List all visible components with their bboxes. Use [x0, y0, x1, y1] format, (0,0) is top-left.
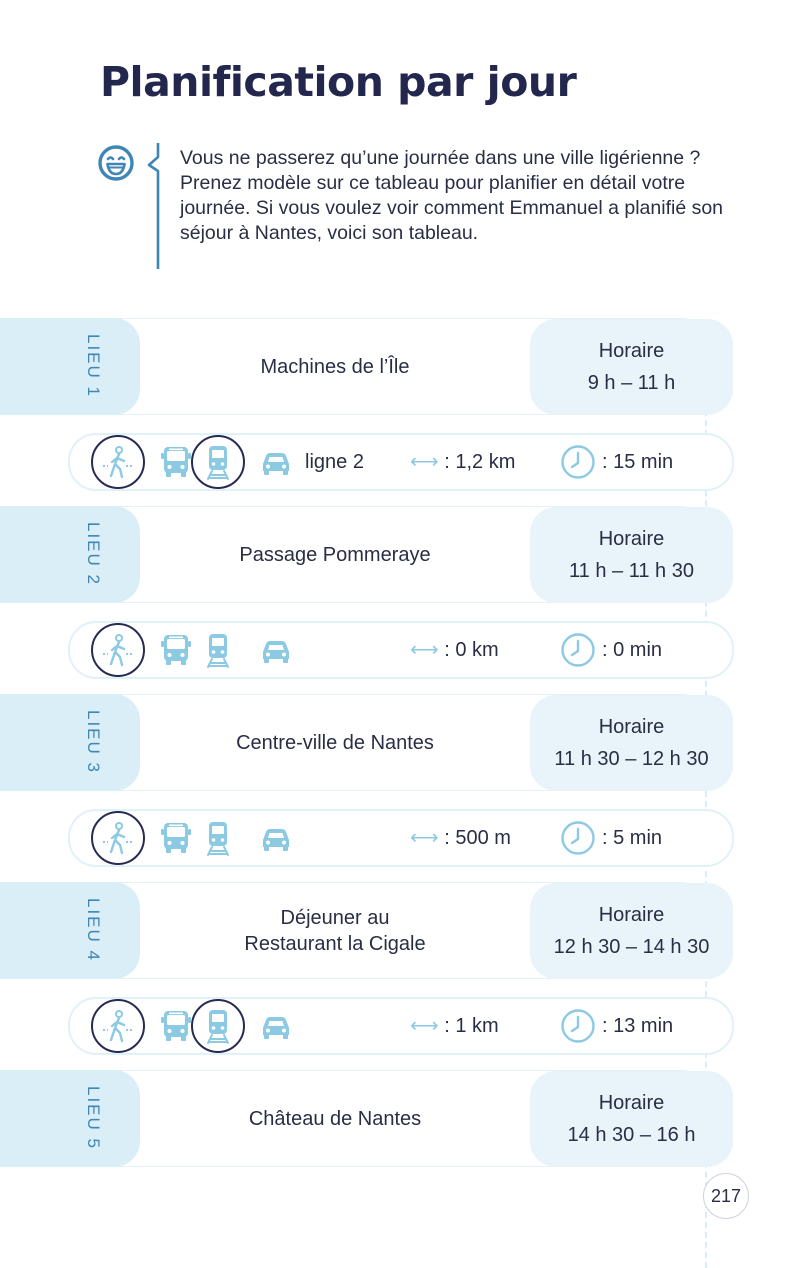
- clock-icon: [560, 820, 596, 856]
- lieu-row: [0, 1070, 733, 1167]
- intro-text: Vous ne passerez qu’une journée dans une ville ligérienne ? Prenez modèle sur ce tableau pour planifier en détail votre journée. Si vous voulez voir comment Emmanuel a planifié son séjour à Nantes, voici son tableau.: [180, 147, 724, 244]
- transport-row: [68, 997, 734, 1055]
- schedule-time: 12 h 30 – 14 h 30: [553, 936, 710, 958]
- distance-arrow-icon: ⟷: [410, 639, 439, 661]
- duration: : 0 min: [602, 639, 663, 661]
- transit-line: ligne 2: [305, 451, 364, 473]
- transport-row: [68, 621, 734, 679]
- schedule-label: Horaire: [598, 340, 665, 362]
- car-icon: [252, 814, 300, 862]
- lieu-tab: [0, 318, 140, 415]
- schedule-label: Horaire: [598, 716, 665, 738]
- place-name: [140, 882, 530, 979]
- train-icon: [194, 626, 242, 674]
- clock-icon: [560, 1008, 596, 1044]
- lieu-label: LIEU 4: [84, 898, 103, 962]
- schedule-label: Horaire: [598, 1092, 665, 1114]
- lieu-tab: [0, 882, 140, 979]
- distance-value: : 1 km: [444, 1015, 499, 1037]
- place-name: [140, 694, 530, 791]
- place-name-text: Machines de l’Île: [260, 355, 410, 378]
- schedule-box: [530, 695, 733, 791]
- duration: : 13 min: [602, 1015, 674, 1037]
- place-name: [140, 1070, 530, 1167]
- car-icon: [252, 626, 300, 674]
- schedule-time: 9 h – 11 h: [587, 372, 676, 394]
- distance-value: : 500 m: [444, 827, 511, 849]
- walk-icon: [91, 435, 145, 489]
- schedule-label: Horaire: [598, 528, 665, 550]
- duration: : 5 min: [602, 827, 663, 849]
- distance-arrow-icon: ⟷: [410, 1015, 439, 1037]
- place-name-text: Passage Pommeraye: [239, 543, 431, 566]
- distance-value: : 0 km: [444, 639, 499, 661]
- laughing-face-icon: [96, 143, 136, 183]
- lieu-row: [0, 882, 733, 979]
- train-icon: [194, 814, 242, 862]
- lieu-tab: [0, 1070, 140, 1167]
- place-name: [140, 506, 530, 603]
- distance: [410, 623, 499, 677]
- bus-icon: [152, 626, 200, 674]
- place-name-text: Déjeuner au Restaurant la Cigale: [244, 906, 426, 955]
- schedule-box: [530, 507, 733, 603]
- speech-bracket: [146, 143, 168, 269]
- walk-icon: [91, 999, 145, 1053]
- lieu-label: LIEU 2: [84, 522, 103, 586]
- schedule-label: Horaire: [598, 904, 665, 926]
- lieu-tab: [0, 506, 140, 603]
- schedule-time: 11 h – 11 h 30: [569, 560, 694, 582]
- transport-row: [68, 809, 734, 867]
- distance-arrow-icon: ⟷: [410, 451, 439, 473]
- car-icon: [252, 438, 300, 486]
- place-name-text: Centre-ville de Nantes: [236, 731, 434, 754]
- transport-row: [68, 433, 734, 491]
- lieu-label: LIEU 3: [84, 710, 103, 774]
- distance: [410, 999, 499, 1053]
- lieu-row: [0, 694, 733, 791]
- clock-icon: [560, 444, 596, 480]
- schedule-box: [530, 1071, 733, 1167]
- schedule-box: [530, 883, 733, 979]
- place-name: [140, 318, 530, 415]
- duration: : 15 min: [602, 451, 674, 473]
- lieu-row: [0, 506, 733, 603]
- distance-value: : 1,2 km: [444, 451, 516, 473]
- lieu-label: LIEU 5: [84, 1086, 103, 1150]
- distance: [410, 435, 515, 489]
- distance-arrow-icon: ⟷: [410, 827, 439, 849]
- walk-icon: [91, 811, 145, 865]
- bus-icon: [152, 814, 200, 862]
- clock-icon: [560, 632, 596, 668]
- train-icon: [191, 435, 245, 489]
- schedule-box: [530, 319, 733, 415]
- lieu-tab: [0, 694, 140, 791]
- page-title: Planification par jour: [100, 58, 577, 106]
- place-name-text: Château de Nantes: [248, 1107, 422, 1130]
- walk-icon: [91, 623, 145, 677]
- distance: [410, 811, 511, 865]
- schedule-time: 11 h 30 – 12 h 30: [554, 748, 709, 770]
- car-icon: [252, 1002, 300, 1050]
- train-icon: [191, 999, 245, 1053]
- page-number: 217: [703, 1173, 749, 1219]
- lieu-label: LIEU 1: [84, 334, 103, 398]
- lieu-row: [0, 318, 733, 415]
- schedule-time: 14 h 30 – 16 h: [567, 1124, 696, 1146]
